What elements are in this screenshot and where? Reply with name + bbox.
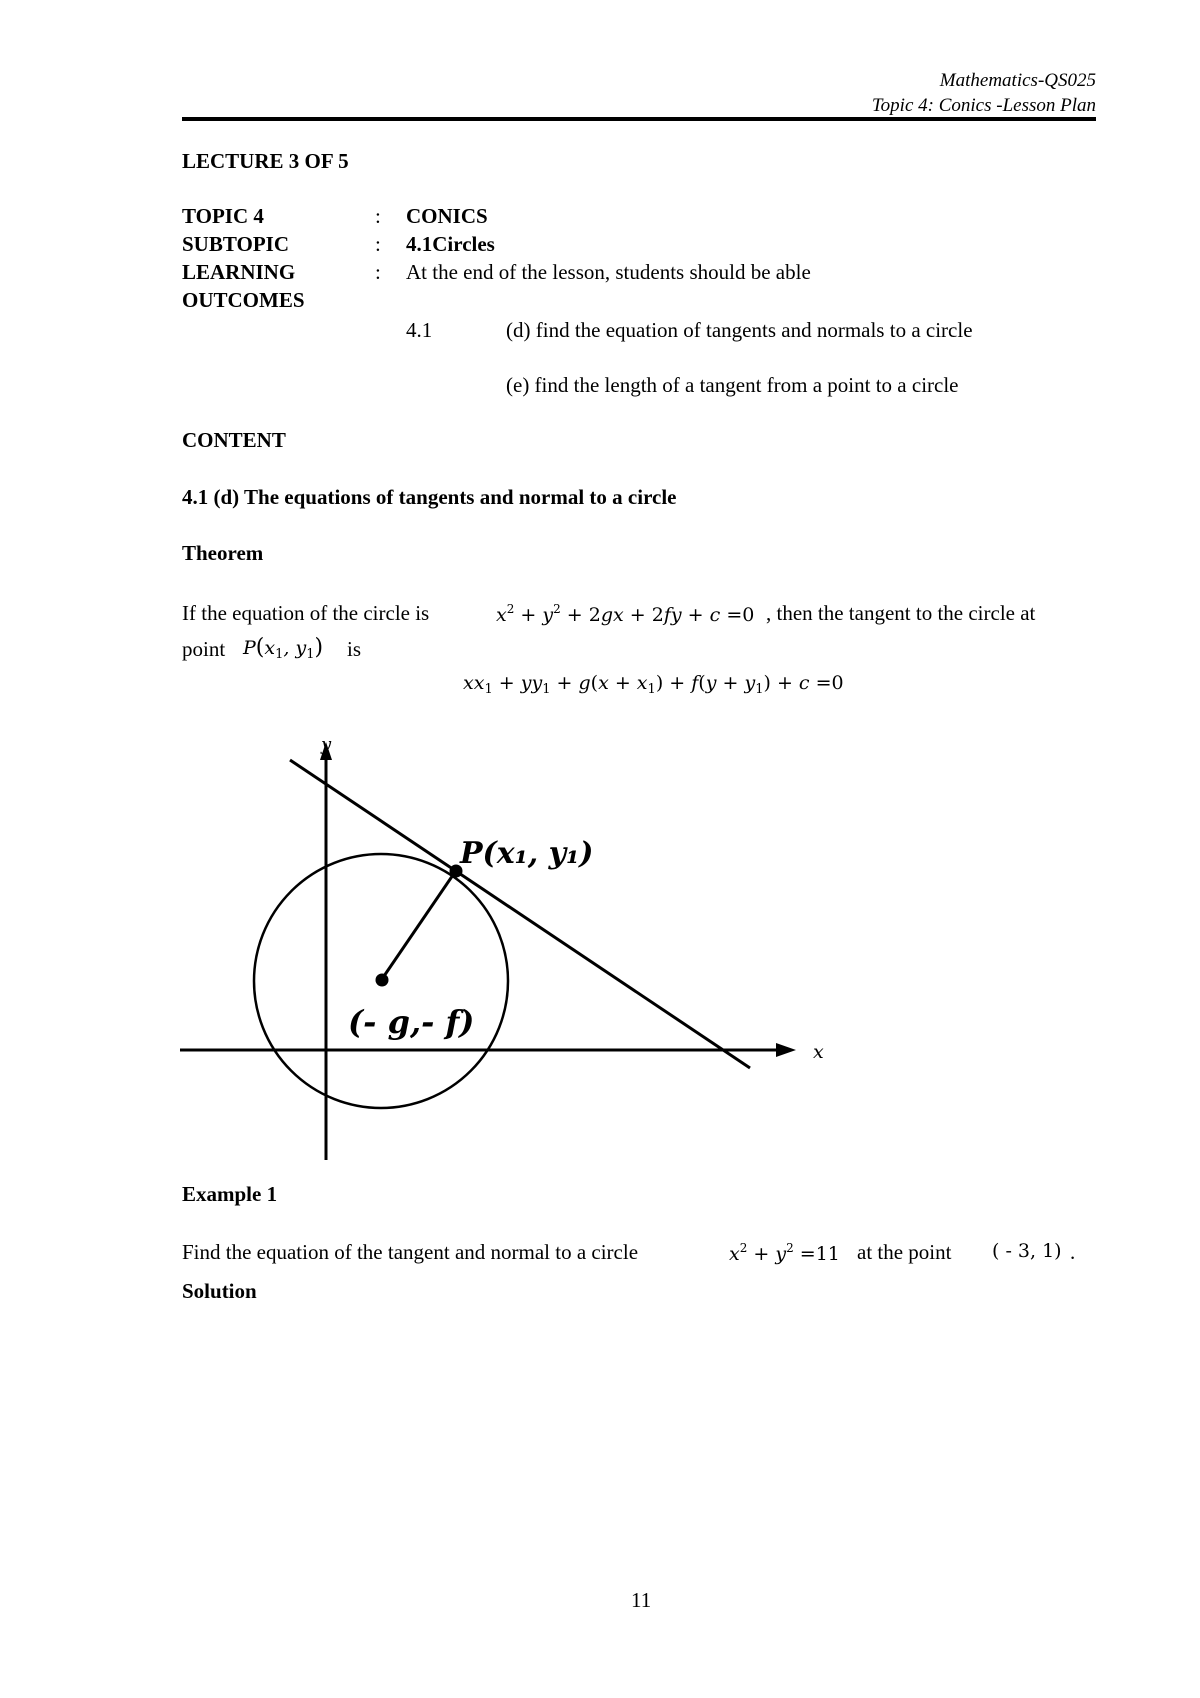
subtopic-label: SUBTOPIC [182, 232, 289, 256]
topic-colon: : [375, 204, 381, 228]
radius-segment [382, 872, 455, 979]
x-axis-arrow [776, 1043, 796, 1057]
circle-general-equation: $x^2 + y^2 + 2gx + 2fy + c =0$ [496, 602, 755, 626]
solution-heading: Solution [182, 1279, 257, 1303]
outcome-e: (e) find the length of a tangent from a point to a circle [506, 373, 959, 397]
learning-outcomes-label-2: OUTCOMES [182, 288, 305, 312]
example-point: ( - 3, 1) [992, 1240, 1062, 1262]
header-plan: Topic 4: Conics -Lesson Plan [871, 95, 1096, 116]
center-label: (- g,- f) [348, 1003, 475, 1041]
x-axis-label: x [813, 1041, 824, 1063]
learning-outcomes-label-1: LEARNING [182, 260, 296, 284]
outcome-number: 4.1 [406, 318, 433, 342]
example-text-mid: at the point [857, 1240, 952, 1264]
theorem-line2-post: is [347, 637, 362, 661]
section-heading: 4.1 (d) The equations of tangents and normal to a circle [182, 485, 677, 509]
tangent-equation: $xx_1 + yy_1 + g(x + x_1) + f(y + y_1) + c =0$ [463, 672, 844, 697]
subtopic-colon: : [375, 232, 381, 256]
theorem-heading: Theorem [182, 541, 264, 565]
example-heading: Example 1 [182, 1182, 278, 1206]
content-heading: CONTENT [182, 428, 286, 452]
theorem-line1-post: , then the tangent to the circle at [766, 601, 1036, 625]
learning-outcomes-intro: At the end of the lesson, students should be able [406, 260, 811, 284]
page-number: 11 [631, 1588, 652, 1612]
center-point [376, 974, 389, 987]
example-text-pre: Find the equation of the tangent and normal to a circle [182, 1240, 639, 1264]
learning-outcomes-colon: : [375, 260, 381, 284]
point-p-notation: $P(x_1$, $y_1$) [243, 635, 324, 662]
example-text-post: . [1070, 1240, 1076, 1264]
topic-label: TOPIC 4 [182, 204, 264, 228]
header-course: Mathematics-QS025 [939, 70, 1096, 91]
lecture-title: LECTURE 3 OF 5 [182, 149, 349, 173]
y-axis-label: y [321, 734, 332, 755]
outcome-d: (d) find the equation of tangents and normals to a circle [506, 318, 973, 342]
subtopic-value: 4.1Circles [406, 232, 495, 256]
theorem-line2-pre: point [182, 637, 226, 661]
point-p-label: P(x₁, y₁) [460, 836, 594, 871]
theorem-line1-pre: If the equation of the circle is [182, 601, 430, 625]
topic-value: CONICS [406, 204, 488, 228]
example-circle-equation: $x^2 + y^2 =11$ [729, 1241, 840, 1265]
